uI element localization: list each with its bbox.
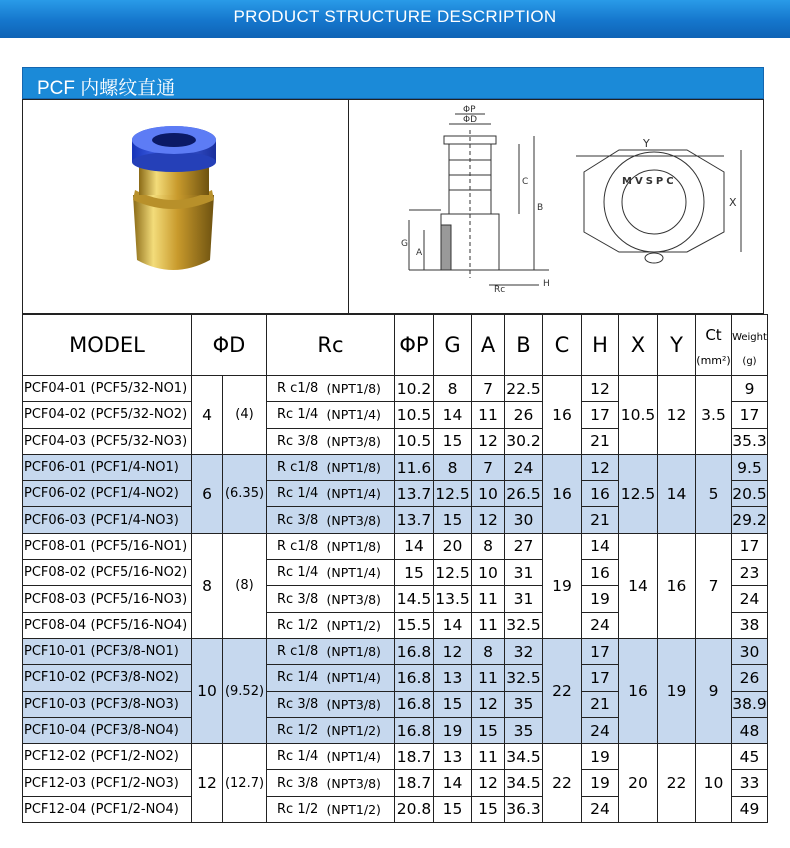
cell-model-alt: (PCF1/4-NO2) bbox=[91, 481, 192, 507]
cell-a: 12 bbox=[472, 428, 505, 454]
cell-h: 12 bbox=[582, 454, 619, 480]
dim-label-b: B bbox=[537, 203, 544, 213]
cell-model-alt: (PCF3/8-NO4) bbox=[91, 717, 192, 743]
cell-model-alt: (PCF5/32-NO2) bbox=[91, 402, 192, 428]
cell-model-alt: (PCF1/2-NO2) bbox=[91, 744, 192, 770]
product-photo bbox=[23, 100, 348, 313]
cell-model-alt: (PCF1/4-NO3) bbox=[91, 507, 192, 533]
cell-b: 35 bbox=[505, 717, 543, 743]
header-p: ΦP bbox=[395, 315, 434, 376]
product-image-area bbox=[22, 99, 764, 314]
cell-b: 24 bbox=[505, 454, 543, 480]
cell-weight: 49 bbox=[732, 796, 768, 822]
cell-g: 13.5 bbox=[434, 586, 472, 612]
cell-c: 16 bbox=[543, 454, 582, 533]
section-title: PCF 内螺纹直通 bbox=[37, 78, 176, 99]
cell-p: 14.5 bbox=[395, 586, 434, 612]
header-x: X bbox=[619, 315, 658, 376]
cell-rc: Rc 1/4 bbox=[267, 665, 327, 691]
section-title-bar bbox=[22, 67, 764, 99]
cell-rc: Rc 1/4 bbox=[267, 744, 327, 770]
cell-weight: 26 bbox=[732, 665, 768, 691]
header-c: C bbox=[543, 315, 582, 376]
cell-model-alt: (PCF5/16-NO1) bbox=[91, 533, 192, 559]
cell-h: 24 bbox=[582, 717, 619, 743]
cell-rc: Rc 1/2 bbox=[267, 612, 327, 638]
dim-label-x: X bbox=[729, 196, 737, 209]
cell-y: 16 bbox=[658, 533, 696, 638]
cell-d-inch: (12.7) bbox=[223, 744, 267, 823]
cell-x: 12.5 bbox=[619, 454, 658, 533]
cell-a: 12 bbox=[472, 770, 505, 796]
cell-d: 8 bbox=[192, 533, 223, 638]
cell-model-alt: (PCF5/32-NO1) bbox=[91, 376, 192, 402]
cell-g: 12 bbox=[434, 638, 472, 664]
cell-weight: 33 bbox=[732, 770, 768, 796]
cell-npt: (NPT1/8) bbox=[327, 533, 395, 559]
cell-npt: (NPT3/8) bbox=[327, 586, 395, 612]
cell-d-inch: (8) bbox=[223, 533, 267, 638]
specification-table bbox=[22, 314, 768, 823]
cell-model-alt: (PCF5/32-NO3) bbox=[91, 428, 192, 454]
cell-p: 14 bbox=[395, 533, 434, 559]
cell-b: 36.3 bbox=[505, 796, 543, 822]
cell-npt: (NPT1/2) bbox=[327, 717, 395, 743]
cell-g: 14 bbox=[434, 612, 472, 638]
cell-p: 10.2 bbox=[395, 376, 434, 402]
header-weight-label: Weight bbox=[732, 332, 767, 343]
dimension-drawing bbox=[349, 100, 764, 313]
cell-a: 7 bbox=[472, 376, 505, 402]
cell-a: 8 bbox=[472, 533, 505, 559]
cell-x: 20 bbox=[619, 744, 658, 823]
cell-h: 21 bbox=[582, 507, 619, 533]
cell-model: PCF06-01 bbox=[23, 454, 91, 480]
cell-y: 22 bbox=[658, 744, 696, 823]
cell-h: 19 bbox=[582, 744, 619, 770]
cell-b: 32 bbox=[505, 638, 543, 664]
cell-c: 16 bbox=[543, 376, 582, 455]
cell-x: 10.5 bbox=[619, 376, 658, 455]
dim-label-d: ΦD bbox=[463, 115, 478, 125]
cell-weight: 29.2 bbox=[732, 507, 768, 533]
cell-a: 11 bbox=[472, 586, 505, 612]
cell-b: 34.5 bbox=[505, 770, 543, 796]
dim-label-h: H bbox=[543, 279, 550, 289]
cell-h: 12 bbox=[582, 376, 619, 402]
cell-g: 13 bbox=[434, 744, 472, 770]
cell-model-alt: (PCF1/2-NO3) bbox=[91, 770, 192, 796]
cell-b: 22.5 bbox=[505, 376, 543, 402]
cell-h: 16 bbox=[582, 481, 619, 507]
cell-h: 19 bbox=[582, 586, 619, 612]
cell-model-alt: (PCF1/4-NO1) bbox=[91, 454, 192, 480]
cell-d: 12 bbox=[192, 744, 223, 823]
brand-mark: MVSPC bbox=[622, 176, 677, 187]
cell-x: 16 bbox=[619, 638, 658, 743]
cell-h: 24 bbox=[582, 796, 619, 822]
cell-rc: Rc 1/4 bbox=[267, 560, 327, 586]
cell-d: 6 bbox=[192, 454, 223, 533]
cell-p: 10.5 bbox=[395, 428, 434, 454]
header-ct bbox=[696, 315, 732, 376]
cell-weight: 24 bbox=[732, 586, 768, 612]
cell-c: 22 bbox=[543, 744, 582, 823]
table-row bbox=[23, 454, 768, 480]
cell-g: 8 bbox=[434, 454, 472, 480]
cell-b: 31 bbox=[505, 560, 543, 586]
cell-model-alt: (PCF5/16-NO4) bbox=[91, 612, 192, 638]
cell-a: 10 bbox=[472, 560, 505, 586]
cell-model: PCF10-01 bbox=[23, 638, 91, 664]
cell-rc: R c1/8 bbox=[267, 454, 327, 480]
cell-npt: (NPT1/4) bbox=[327, 665, 395, 691]
cell-ct: 10 bbox=[696, 744, 732, 823]
cell-d: 10 bbox=[192, 638, 223, 743]
cell-b: 32.5 bbox=[505, 612, 543, 638]
header-y: Y bbox=[658, 315, 696, 376]
header-g: G bbox=[434, 315, 472, 376]
cell-model: PCF06-03 bbox=[23, 507, 91, 533]
cell-weight: 48 bbox=[732, 717, 768, 743]
cell-model: PCF10-04 bbox=[23, 717, 91, 743]
cell-npt: (NPT3/8) bbox=[327, 428, 395, 454]
cell-y: 12 bbox=[658, 376, 696, 455]
cell-rc: R c1/8 bbox=[267, 376, 327, 402]
cell-rc: Rc 3/8 bbox=[267, 507, 327, 533]
cell-b: 34.5 bbox=[505, 744, 543, 770]
cell-d-inch: (9.52) bbox=[223, 638, 267, 743]
cell-weight: 38 bbox=[732, 612, 768, 638]
banner-title: PRODUCT STRUCTURE DESCRIPTION bbox=[233, 7, 557, 26]
cell-a: 15 bbox=[472, 796, 505, 822]
cell-h: 14 bbox=[582, 533, 619, 559]
cell-model: PCF12-02 bbox=[23, 744, 91, 770]
header-rc: Rc bbox=[267, 315, 395, 376]
cell-h: 24 bbox=[582, 612, 619, 638]
cell-p: 16.8 bbox=[395, 665, 434, 691]
cell-p: 15 bbox=[395, 560, 434, 586]
header-d: ΦD bbox=[192, 315, 267, 376]
cell-rc: Rc 3/8 bbox=[267, 586, 327, 612]
cell-npt: (NPT1/4) bbox=[327, 560, 395, 586]
cell-model-alt: (PCF3/8-NO1) bbox=[91, 638, 192, 664]
cell-rc: Rc 3/8 bbox=[267, 770, 327, 796]
cell-p: 11.6 bbox=[395, 454, 434, 480]
cell-p: 13.7 bbox=[395, 481, 434, 507]
cell-x: 14 bbox=[619, 533, 658, 638]
cell-g: 19 bbox=[434, 717, 472, 743]
cell-model: PCF08-03 bbox=[23, 586, 91, 612]
cell-g: 20 bbox=[434, 533, 472, 559]
cell-rc: Rc 1/2 bbox=[267, 717, 327, 743]
header-a: A bbox=[472, 315, 505, 376]
cell-npt: (NPT3/8) bbox=[327, 507, 395, 533]
cell-rc: Rc 1/4 bbox=[267, 402, 327, 428]
cell-p: 18.7 bbox=[395, 744, 434, 770]
cell-weight: 17 bbox=[732, 402, 768, 428]
dim-label-y: Y bbox=[643, 137, 650, 150]
cell-p: 18.7 bbox=[395, 770, 434, 796]
table-header-row bbox=[23, 315, 768, 376]
cell-a: 7 bbox=[472, 454, 505, 480]
table-row bbox=[23, 638, 768, 664]
cell-npt: (NPT1/2) bbox=[327, 612, 395, 638]
cell-p: 10.5 bbox=[395, 402, 434, 428]
cell-h: 21 bbox=[582, 428, 619, 454]
cell-p: 16.8 bbox=[395, 638, 434, 664]
cell-model: PCF08-04 bbox=[23, 612, 91, 638]
header-b: B bbox=[505, 315, 543, 376]
cell-b: 32.5 bbox=[505, 665, 543, 691]
cell-g: 15 bbox=[434, 428, 472, 454]
cell-p: 20.8 bbox=[395, 796, 434, 822]
cell-npt: (NPT1/4) bbox=[327, 402, 395, 428]
cell-weight: 20.5 bbox=[732, 481, 768, 507]
cell-y: 19 bbox=[658, 638, 696, 743]
header-model: MODEL bbox=[23, 315, 192, 376]
cell-h: 17 bbox=[582, 402, 619, 428]
cell-a: 11 bbox=[472, 665, 505, 691]
cell-model-alt: (PCF1/2-NO4) bbox=[91, 796, 192, 822]
cell-p: 13.7 bbox=[395, 507, 434, 533]
cell-weight: 30 bbox=[732, 638, 768, 664]
cell-a: 11 bbox=[472, 612, 505, 638]
cell-ct: 3.5 bbox=[696, 376, 732, 455]
cell-weight: 17 bbox=[732, 533, 768, 559]
cell-model: PCF04-03 bbox=[23, 428, 91, 454]
cell-g: 15 bbox=[434, 796, 472, 822]
cell-h: 16 bbox=[582, 560, 619, 586]
cell-npt: (NPT1/8) bbox=[327, 376, 395, 402]
cell-b: 27 bbox=[505, 533, 543, 559]
cell-model-alt: (PCF5/16-NO3) bbox=[91, 586, 192, 612]
cell-model: PCF08-02 bbox=[23, 560, 91, 586]
cell-p: 16.8 bbox=[395, 717, 434, 743]
cell-b: 30.2 bbox=[505, 428, 543, 454]
cell-g: 12.5 bbox=[434, 560, 472, 586]
cell-d-inch: (4) bbox=[223, 376, 267, 455]
header-ct-label: Ct bbox=[705, 326, 722, 344]
dim-label-rc: Rc bbox=[494, 285, 506, 295]
cell-model: PCF08-01 bbox=[23, 533, 91, 559]
cell-weight: 45 bbox=[732, 744, 768, 770]
cell-g: 13 bbox=[434, 665, 472, 691]
cell-model-alt: (PCF3/8-NO2) bbox=[91, 665, 192, 691]
cell-c: 19 bbox=[543, 533, 582, 638]
header-ct-unit: (mm²) bbox=[696, 354, 731, 367]
cell-npt: (NPT1/8) bbox=[327, 454, 395, 480]
header-weight bbox=[732, 315, 768, 376]
cell-a: 12 bbox=[472, 507, 505, 533]
cell-d-inch: (6.35) bbox=[223, 454, 267, 533]
dim-label-a: A bbox=[416, 248, 423, 258]
cell-npt: (NPT1/4) bbox=[327, 481, 395, 507]
cell-rc: R c1/8 bbox=[267, 638, 327, 664]
cell-h: 17 bbox=[582, 638, 619, 664]
cell-ct: 7 bbox=[696, 533, 732, 638]
header-banner bbox=[0, 0, 790, 38]
cell-rc: Rc 3/8 bbox=[267, 428, 327, 454]
cell-b: 31 bbox=[505, 586, 543, 612]
cell-model: PCF06-02 bbox=[23, 481, 91, 507]
cell-rc: Rc 3/8 bbox=[267, 691, 327, 717]
cell-h: 19 bbox=[582, 770, 619, 796]
cell-npt: (NPT1/4) bbox=[327, 744, 395, 770]
cell-ct: 9 bbox=[696, 638, 732, 743]
cell-g: 15 bbox=[434, 691, 472, 717]
cell-weight: 23 bbox=[732, 560, 768, 586]
cell-npt: (NPT1/8) bbox=[327, 638, 395, 664]
table-row bbox=[23, 533, 768, 559]
cell-weight: 38.9 bbox=[732, 691, 768, 717]
cell-g: 14 bbox=[434, 770, 472, 796]
cell-a: 15 bbox=[472, 717, 505, 743]
dim-label-c: C bbox=[522, 177, 529, 187]
cell-b: 26.5 bbox=[505, 481, 543, 507]
table-row bbox=[23, 744, 768, 770]
dim-label-g: G bbox=[401, 239, 408, 249]
cell-a: 11 bbox=[472, 402, 505, 428]
cell-model: PCF12-03 bbox=[23, 770, 91, 796]
cell-model: PCF10-02 bbox=[23, 665, 91, 691]
table-row bbox=[23, 376, 768, 402]
cell-g: 12.5 bbox=[434, 481, 472, 507]
cell-model: PCF10-03 bbox=[23, 691, 91, 717]
cell-g: 8 bbox=[434, 376, 472, 402]
cell-a: 11 bbox=[472, 744, 505, 770]
cell-g: 14 bbox=[434, 402, 472, 428]
cell-b: 35 bbox=[505, 691, 543, 717]
cell-npt: (NPT3/8) bbox=[327, 770, 395, 796]
cell-weight: 35.3 bbox=[732, 428, 768, 454]
cell-c: 22 bbox=[543, 638, 582, 743]
cell-h: 21 bbox=[582, 691, 619, 717]
cell-rc: R c1/8 bbox=[267, 533, 327, 559]
cell-rc: Rc 1/2 bbox=[267, 796, 327, 822]
cell-npt: (NPT1/2) bbox=[327, 796, 395, 822]
cell-model-alt: (PCF5/16-NO2) bbox=[91, 560, 192, 586]
cell-weight: 9 bbox=[732, 376, 768, 402]
cell-a: 8 bbox=[472, 638, 505, 664]
cell-ct: 5 bbox=[696, 454, 732, 533]
cell-p: 16.8 bbox=[395, 691, 434, 717]
cell-rc: Rc 1/4 bbox=[267, 481, 327, 507]
header-h: H bbox=[582, 315, 619, 376]
cell-model: PCF04-02 bbox=[23, 402, 91, 428]
cell-d: 4 bbox=[192, 376, 223, 455]
cell-npt: (NPT3/8) bbox=[327, 691, 395, 717]
cell-model-alt: (PCF3/8-NO3) bbox=[91, 691, 192, 717]
cell-g: 15 bbox=[434, 507, 472, 533]
cell-y: 14 bbox=[658, 454, 696, 533]
cell-weight: 9.5 bbox=[732, 454, 768, 480]
cell-model: PCF04-01 bbox=[23, 376, 91, 402]
cell-a: 10 bbox=[472, 481, 505, 507]
header-weight-unit: (g) bbox=[742, 356, 757, 367]
cell-b: 26 bbox=[505, 402, 543, 428]
cell-b: 30 bbox=[505, 507, 543, 533]
cell-h: 17 bbox=[582, 665, 619, 691]
cell-model: PCF12-04 bbox=[23, 796, 91, 822]
dim-label-p: ΦP bbox=[463, 105, 476, 115]
cell-a: 12 bbox=[472, 691, 505, 717]
cell-p: 15.5 bbox=[395, 612, 434, 638]
